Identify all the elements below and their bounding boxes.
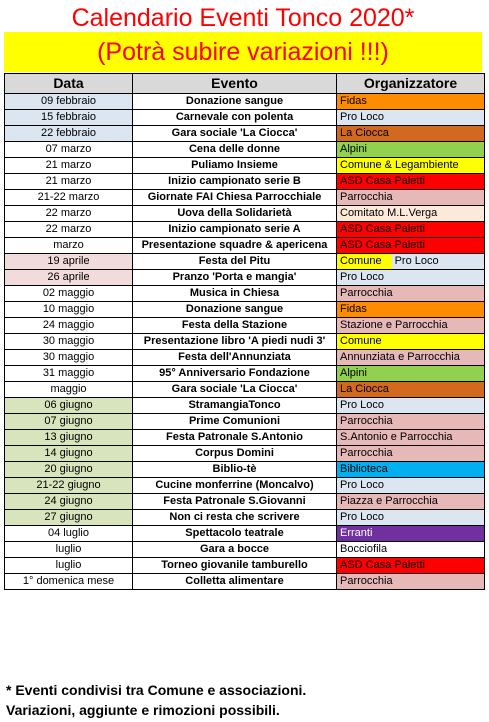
cell-organizzatore: Comune & Legambiente — [337, 158, 485, 174]
table-header-row — [5, 74, 485, 94]
table-row — [5, 366, 485, 382]
table-row — [5, 350, 485, 366]
cell-organizzatore: Parrocchia — [337, 190, 485, 206]
table-row — [5, 222, 485, 238]
cell-evento: Festa Patronale S.Giovanni — [133, 494, 337, 510]
column-header-data: Data — [5, 74, 133, 94]
cell-evento: Biblio-tè — [133, 462, 337, 478]
cell-evento: Pranzo 'Porta e mangia' — [133, 270, 337, 286]
table-row — [5, 206, 485, 222]
cell-organizzatore: Comune — [337, 334, 485, 350]
cell-organizzatore: Biblioteca — [337, 462, 485, 478]
cell-organizzatore: Pro Loco — [337, 478, 485, 494]
cell-evento: Festa della Stazione — [133, 318, 337, 334]
cell-evento: Festa dell'Annunziata — [133, 350, 337, 366]
page-subtitle: (Potrà subire variazioni !!!) — [4, 32, 482, 72]
table-row — [5, 302, 485, 318]
cell-organizzatore: Comitato M.L.Verga — [337, 206, 485, 222]
cell-evento: Gara a bocce — [133, 542, 337, 558]
cell-data: 07 marzo — [5, 142, 133, 158]
table-row — [5, 254, 485, 270]
footer-note-shared: * Eventi condivisi tra Comune e associazioni. — [6, 682, 307, 698]
cell-evento: Cucine monferrine (Moncalvo) — [133, 478, 337, 494]
cell-organizzatore: ASD Casa Paletti — [337, 222, 485, 238]
cell-data: 21 marzo — [5, 174, 133, 190]
organizer-secondary: Pro Loco — [392, 254, 484, 269]
cell-data: 07 giugno — [5, 414, 133, 430]
table-row — [5, 510, 485, 526]
cell-data: maggio — [5, 382, 133, 398]
cell-data: luglio — [5, 542, 133, 558]
table-row — [5, 126, 485, 142]
cell-data: 14 giugno — [5, 446, 133, 462]
footer-note-changes: Variazioni, aggiunte e rimozioni possibili. — [6, 702, 280, 718]
cell-organizzatore: ASD Casa Paletti — [337, 238, 485, 254]
cell-organizzatore: Parrocchia — [337, 574, 485, 590]
cell-evento: 95° Anniversario Fondazione — [133, 366, 337, 382]
cell-organizzatore: S.Antonio e Parrocchia — [337, 430, 485, 446]
events-table-body — [5, 94, 485, 590]
cell-evento: Prime Comunioni — [133, 414, 337, 430]
cell-data: 22 marzo — [5, 206, 133, 222]
table-row — [5, 478, 485, 494]
table-row — [5, 446, 485, 462]
cell-organizzatore: Stazione e Parrocchia — [337, 318, 485, 334]
cell-data: 27 giugno — [5, 510, 133, 526]
cell-evento: Gara sociale 'La Ciocca' — [133, 126, 337, 142]
cell-evento: Presentazione libro 'A piedi nudi 3' — [133, 334, 337, 350]
table-row — [5, 318, 485, 334]
table-row — [5, 238, 485, 254]
cell-organizzatore: Parrocchia — [337, 446, 485, 462]
cell-organizzatore: Pro Loco — [337, 270, 485, 286]
cell-data: 31 maggio — [5, 366, 133, 382]
cell-data: 22 marzo — [5, 222, 133, 238]
cell-evento: Puliamo Insieme — [133, 158, 337, 174]
cell-data: 19 aprile — [5, 254, 133, 270]
cell-evento: Festa Patronale S.Antonio — [133, 430, 337, 446]
table-row — [5, 334, 485, 350]
table-row — [5, 526, 485, 542]
cell-data: 13 giugno — [5, 430, 133, 446]
cell-evento: Corpus Domini — [133, 446, 337, 462]
table-row — [5, 142, 485, 158]
cell-organizzatore — [337, 254, 485, 270]
cell-organizzatore: Alpini — [337, 366, 485, 382]
cell-data: 20 giugno — [5, 462, 133, 478]
cell-organizzatore: Pro Loco — [337, 398, 485, 414]
table-row — [5, 270, 485, 286]
cell-organizzatore: Piazza e Parrocchia — [337, 494, 485, 510]
cell-organizzatore: Parrocchia — [337, 414, 485, 430]
cell-data: marzo — [5, 238, 133, 254]
table-row — [5, 574, 485, 590]
cell-organizzatore: Parrocchia — [337, 286, 485, 302]
cell-data: 24 maggio — [5, 318, 133, 334]
cell-data: 24 giugno — [5, 494, 133, 510]
cell-organizzatore: ASD Casa Paletti — [337, 558, 485, 574]
cell-organizzatore: Pro Loco — [337, 110, 485, 126]
events-table — [4, 73, 485, 590]
footer-notes — [6, 680, 306, 720]
table-row — [5, 382, 485, 398]
cell-organizzatore: Alpini — [337, 142, 485, 158]
cell-evento: Donazione sangue — [133, 302, 337, 318]
cell-data: 02 maggio — [5, 286, 133, 302]
cell-evento: Uova della Solidarietà — [133, 206, 337, 222]
cell-data: 21 marzo — [5, 158, 133, 174]
table-row — [5, 174, 485, 190]
cell-data: 30 maggio — [5, 350, 133, 366]
table-row — [5, 94, 485, 110]
cell-evento: Giornate FAI Chiesa Parrocchiale — [133, 190, 337, 206]
cell-data: 26 aprile — [5, 270, 133, 286]
cell-evento: Spettacolo teatrale — [133, 526, 337, 542]
table-row — [5, 430, 485, 446]
cell-organizzatore: Fidas — [337, 94, 485, 110]
cell-organizzatore: La Ciocca — [337, 126, 485, 142]
cell-organizzatore: Pro Loco — [337, 510, 485, 526]
table-row — [5, 462, 485, 478]
table-row — [5, 286, 485, 302]
cell-evento: Colletta alimentare — [133, 574, 337, 590]
cell-evento: Non ci resta che scrivere — [133, 510, 337, 526]
cell-data: luglio — [5, 558, 133, 574]
cell-data: 22 febbraio — [5, 126, 133, 142]
cell-data: 1° domenica mese — [5, 574, 133, 590]
cell-data: 06 giugno — [5, 398, 133, 414]
cell-data: 21-22 marzo — [5, 190, 133, 206]
table-row — [5, 494, 485, 510]
table-row — [5, 158, 485, 174]
cell-organizzatore: La Ciocca — [337, 382, 485, 398]
cell-evento: StramangiaTonco — [133, 398, 337, 414]
cell-data: 15 febbraio — [5, 110, 133, 126]
table-row — [5, 414, 485, 430]
cell-evento: Presentazione squadre & apericena — [133, 238, 337, 254]
table-row — [5, 558, 485, 574]
cell-data: 10 maggio — [5, 302, 133, 318]
cell-evento: Inizio campionato serie B — [133, 174, 337, 190]
cell-organizzatore: ASD Casa Paletti — [337, 174, 485, 190]
cell-data: 09 febbraio — [5, 94, 133, 110]
cell-evento: Festa del Pitu — [133, 254, 337, 270]
cell-evento: Donazione sangue — [133, 94, 337, 110]
cell-evento: Carnevale con polenta — [133, 110, 337, 126]
organizer-primary: Comune — [337, 254, 392, 269]
cell-organizzatore: Fidas — [337, 302, 485, 318]
table-row — [5, 110, 485, 126]
cell-data: 21-22 giugno — [5, 478, 133, 494]
cell-organizzatore: Annunziata e Parrocchia — [337, 350, 485, 366]
cell-evento: Torneo giovanile tamburello — [133, 558, 337, 574]
table-row — [5, 398, 485, 414]
cell-organizzatore: Bocciofila — [337, 542, 485, 558]
cell-evento: Inizio campionato serie A — [133, 222, 337, 238]
cell-evento: Cena delle donne — [133, 142, 337, 158]
cell-organizzatore: Erranti — [337, 526, 485, 542]
column-header-evento: Evento — [133, 74, 337, 94]
cell-data: 30 maggio — [5, 334, 133, 350]
cell-evento: Musica in Chiesa — [133, 286, 337, 302]
cell-evento: Gara sociale 'La Ciocca' — [133, 382, 337, 398]
table-row — [5, 190, 485, 206]
page-title: Calendario Eventi Tonco 2020* — [4, 4, 482, 32]
column-header-organizzatore: Organizzatore — [337, 74, 485, 94]
table-row — [5, 542, 485, 558]
cell-data: 04 luglio — [5, 526, 133, 542]
